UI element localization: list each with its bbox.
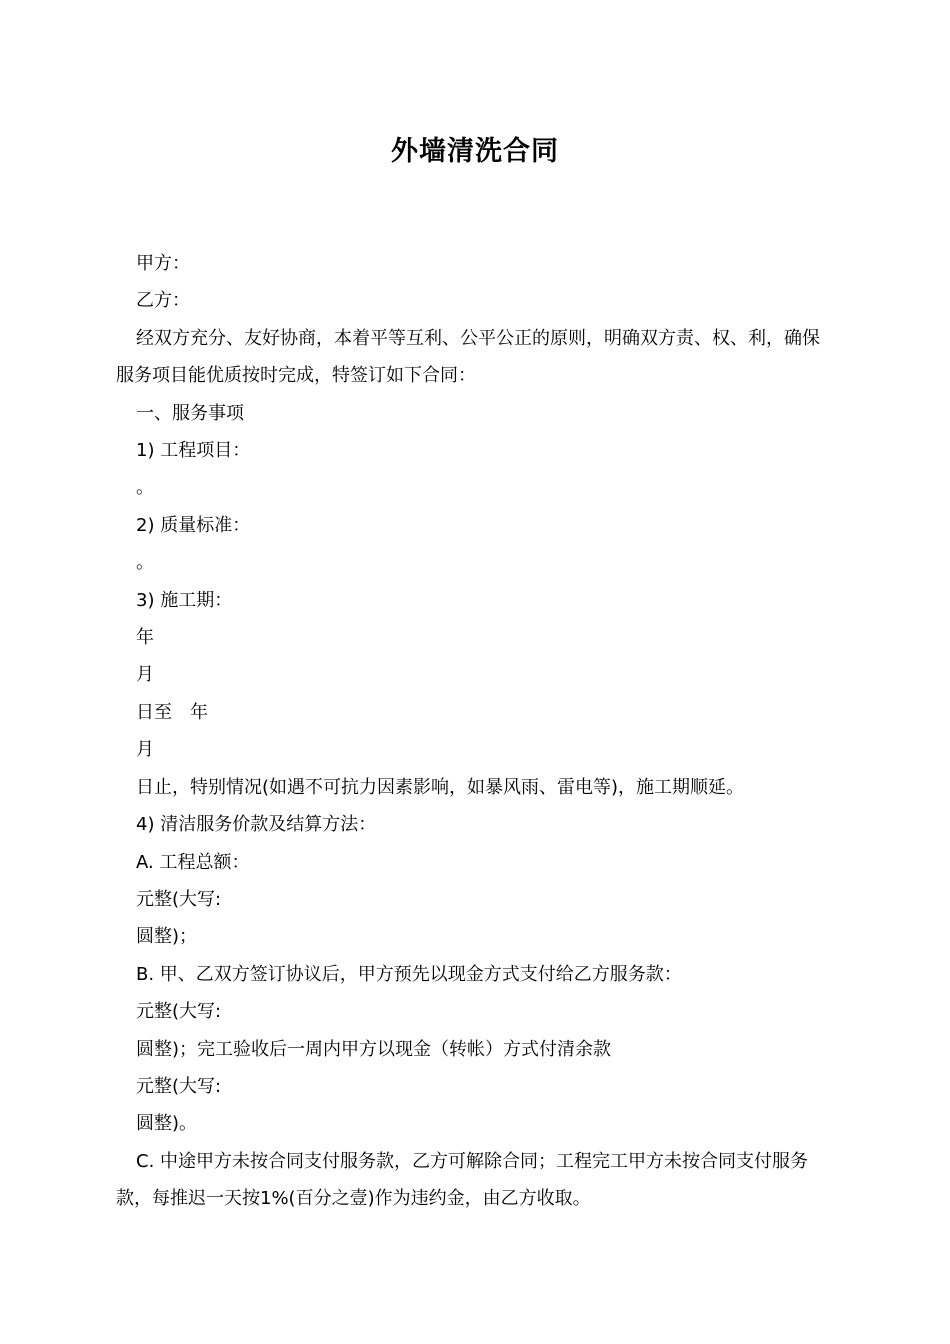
price-total-amount: 元整(大写:	[136, 888, 222, 910]
party-b-line: 乙方：	[136, 290, 190, 312]
period-day-to-year: 日至 年	[136, 701, 208, 723]
section-heading: 一、服务事项	[136, 402, 244, 424]
price-total-capital: 圆整)；	[136, 926, 198, 948]
period-year: 年	[136, 627, 154, 649]
party-a-line: 甲方：	[136, 253, 190, 274]
payment-balance: 圆整)；完工验收后一周内甲方以现金（转帐）方式付清余款	[136, 1038, 612, 1060]
period-month-end: 月	[136, 739, 154, 761]
price-total: A. 工程总额：	[136, 851, 250, 873]
period-month: 月	[136, 664, 154, 686]
payment-advance-amount: 元整(大写:	[136, 1001, 222, 1023]
document-title: 外墙清洗合同	[391, 136, 559, 167]
payment-advance: B. 甲、乙双方签订协议后，甲方预先以现金方式支付给乙方服务款：	[136, 963, 682, 985]
item-quality: 2) 质量标准：	[136, 514, 251, 536]
item-period: 3) 施工期：	[136, 589, 233, 611]
period-end-note: 日止，特别情况(如遇不可抗力因素影响，如暴风雨、雷电等)，施工期顺延。	[136, 776, 745, 798]
item-price: 4) 清洁服务价款及结算方法：	[136, 814, 377, 836]
penalty-paragraph: C. 中途甲方未按合同支付服务款，乙方可解除合同；工程完工甲方未按合同支付服务款，每推迟一天按1%(百分之壹)作为违约金，由乙方收取。	[116, 1150, 809, 1210]
item-project: 1) 工程项目：	[136, 440, 251, 462]
item-project-value: 。	[136, 477, 154, 499]
preamble-paragraph: 经双方充分、友好协商，本着平等互利、公平公正的原则，明确双方责、权、利，确保服务项目能优质按时完成，特签订如下合同：	[116, 327, 820, 387]
payment-balance-amount: 元整(大写:	[136, 1075, 222, 1097]
item-quality-value: 。	[136, 552, 154, 574]
payment-balance-capital: 圆整)。	[136, 1113, 198, 1135]
document-body	[116, 245, 836, 1218]
